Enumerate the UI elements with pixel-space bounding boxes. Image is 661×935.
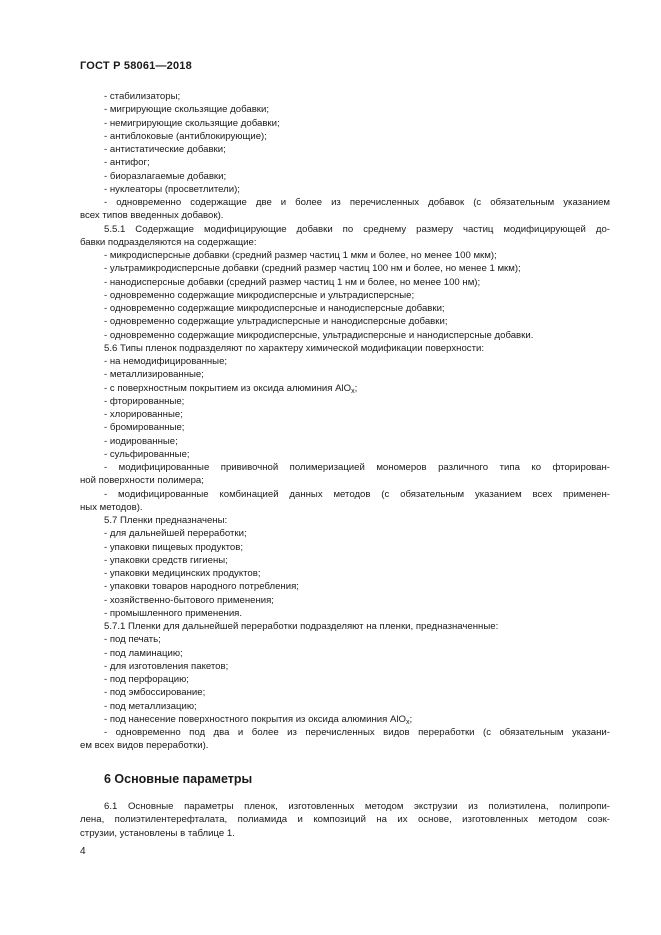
page-number: 4 bbox=[80, 846, 86, 857]
list-item: - упаковки средств гигиены; bbox=[104, 554, 228, 566]
list-item-continuation: всех типов введенных добавок). bbox=[80, 210, 224, 222]
list-item: - для дальнейшей переработки; bbox=[104, 528, 247, 540]
document-header: ГОСТ Р 58061—2018 bbox=[80, 60, 192, 72]
list-item: - под печать; bbox=[104, 634, 161, 646]
list-item: - одновременно содержащие ультрадисперсные и нанодисперсные добавки; bbox=[104, 316, 448, 328]
list-item-tail: ; bbox=[409, 713, 413, 725]
list-item: - под эмбоссирование; bbox=[104, 687, 206, 699]
list-item-aluminium-oxide bbox=[80, 382, 610, 395]
subscript-x: x bbox=[406, 718, 410, 726]
clause-6-1-line: лена, полиэтилентерефталата, полиамида и композиций на их основе, изготовленных методом соэк- bbox=[80, 814, 610, 826]
main-text bbox=[80, 90, 610, 753]
list-item: - стабилизаторы; bbox=[104, 91, 181, 102]
list-item: - под ламинацию; bbox=[104, 647, 183, 659]
clause-6-1-line: 6.1 Основные параметры пленок, изготовленных методом экструзии из полиэтилена, полипропи- bbox=[104, 801, 610, 812]
clause-5-5-1: 5.5.1 Содержащие модифицирующие добавки по среднему размеру частиц модифицирующей до- bbox=[104, 223, 610, 235]
clause-5-7-1: 5.7.1 Пленки для дальнейшей переработки подразделяют на пленки, предназначенные: bbox=[104, 621, 499, 632]
list-item: - немигрирующие скользящие добавки; bbox=[104, 117, 280, 129]
list-item: - модифицированные прививочной полимеризацией мономеров различного типа ко фторирован- bbox=[104, 462, 610, 473]
list-item: - иодированные; bbox=[104, 435, 178, 447]
list-item: - одновременно содержащие микродисперсные, ультрадисперсные и нанодисперсные добавки. bbox=[104, 329, 534, 341]
list-item: - биоразлагаемые добавки; bbox=[104, 170, 227, 182]
list-item: - одновременно под два и более из перечисленных видов переработки (с обязательным указани- bbox=[104, 727, 610, 738]
list-item: - нуклеаторы (просветлители); bbox=[104, 183, 240, 195]
list-item: - антиблоковые (антиблокирующие); bbox=[104, 130, 267, 142]
list-item: - антифог; bbox=[104, 157, 150, 169]
clause-5-6: 5.6 Типы пленок подразделяют по характеру химической модификации поверхности: bbox=[104, 342, 484, 354]
list-item-text: - под нанесение поверхностного покрытия из оксида алюминия AlO bbox=[104, 713, 407, 725]
clause-5-7: 5.7 Пленки предназначены: bbox=[104, 515, 228, 526]
list-item: - под металлизацию; bbox=[104, 700, 197, 712]
list-item: - на немодифицированные; bbox=[104, 356, 228, 367]
list-item: - промышленного применения. bbox=[104, 607, 243, 619]
list-item: - упаковки медицинских продуктов; bbox=[104, 568, 261, 579]
list-item: - мигрирующие скользящие добавки; bbox=[104, 104, 270, 116]
list-item: - микродисперсные добавки (средний размер частиц 1 мкм и более, но менее 100 мкм); bbox=[104, 250, 497, 261]
list-item: - одновременно содержащие две и более из перечисленных добавок (с обязательным указанием bbox=[104, 197, 610, 208]
list-item: - фторированные; bbox=[104, 395, 185, 407]
section-heading: 6 Основные параметры bbox=[104, 772, 253, 786]
list-item: - упаковки товаров народного потребления; bbox=[104, 581, 299, 593]
list-item: - упаковки пищевых продуктов; bbox=[104, 541, 244, 553]
list-item: - металлизированные; bbox=[104, 369, 204, 381]
list-item: - нанодисперсные добавки (средний размер частиц 1 нм и более, но менее 100 нм); bbox=[104, 276, 481, 288]
list-item: - антистатические добавки; bbox=[104, 144, 226, 155]
list-item: - под перфорацию; bbox=[104, 674, 189, 685]
list-item-continuation: ем всех видов переработки). bbox=[80, 740, 209, 752]
list-item: - ультрамикродисперсные добавки (средний размер частиц 100 нм и более, но менее 1 мкм); bbox=[104, 263, 521, 275]
list-item: - для изготовления пакетов; bbox=[104, 660, 229, 672]
list-item-continuation: ной поверхности полимера; bbox=[80, 475, 204, 487]
list-item-continuation: ных методов). bbox=[80, 501, 143, 513]
list-item: - модифицированные комбинацией данных методов (с обязательным указанием всех применен- bbox=[104, 488, 610, 500]
list-item: - сульфированные; bbox=[104, 448, 190, 460]
list-item: - одновременно содержащие микродисперсные и ультрадисперсные; bbox=[104, 289, 415, 301]
clause-6-1 bbox=[80, 800, 610, 840]
list-item: - хозяйственно-бытового применения; bbox=[104, 594, 274, 606]
list-item: - хлорированные; bbox=[104, 409, 183, 420]
clause-5-5-1-continuation: бавки подразделяются на содержащие: bbox=[80, 236, 257, 248]
list-item-aluminium-oxide bbox=[80, 713, 610, 726]
subscript-x: x bbox=[351, 387, 355, 395]
list-item-text: - с поверхностным покрытием из оксида алюминия AlO bbox=[104, 382, 352, 394]
list-item: - одновременно содержащие микродисперсные и нанодисперсные добавки; bbox=[104, 303, 445, 314]
list-item: - бромированные; bbox=[104, 422, 185, 434]
clause-6-1-line: струзии, установлены в таблице 1. bbox=[80, 827, 235, 839]
list-item-tail: ; bbox=[354, 382, 358, 394]
